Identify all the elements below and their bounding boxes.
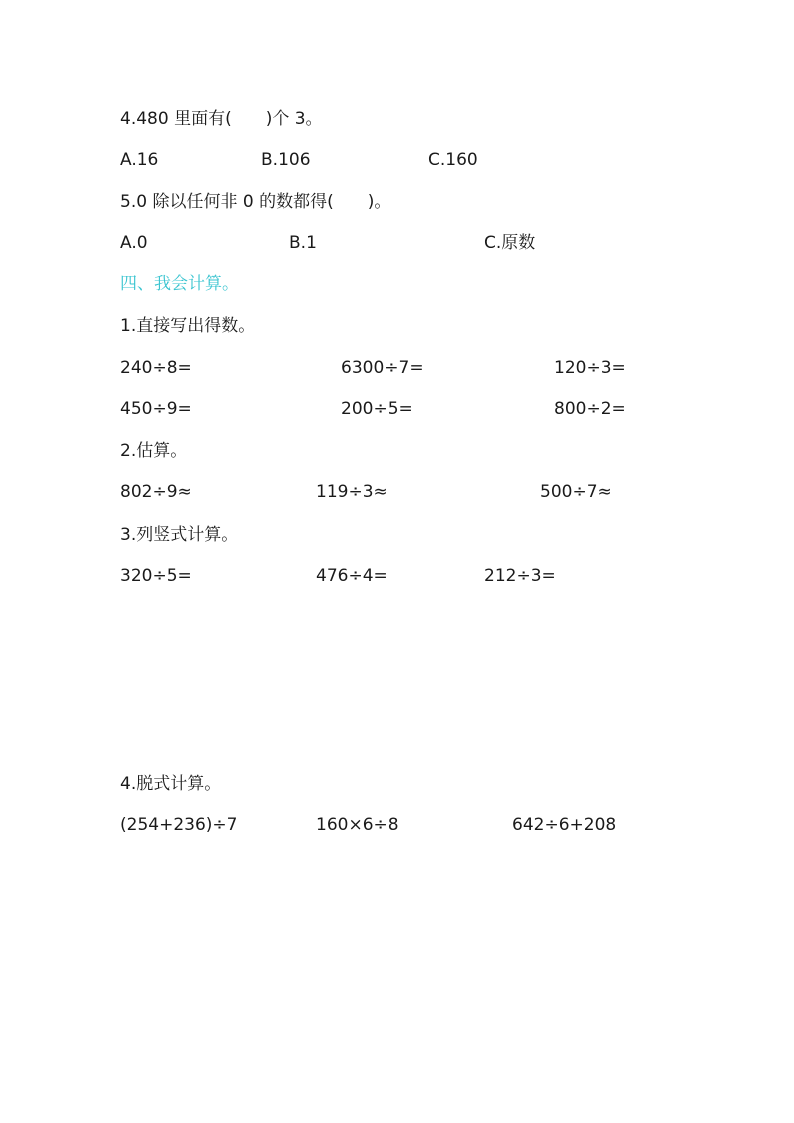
question-5-option-a: A.0	[120, 233, 148, 253]
part-4-item: (254+236)÷7	[120, 815, 238, 835]
part-3-item: 212÷3=	[484, 566, 556, 586]
part-2-item: 119÷3≈	[316, 482, 388, 502]
part-3-title: 3.列竖式计算。	[120, 525, 239, 545]
question-4-stem: 4.480 里面有( )个 3。	[120, 109, 323, 129]
question-4-option-b: B.106	[261, 150, 311, 170]
part-1-item: 450÷9=	[120, 399, 192, 419]
question-5-stem: 5.0 除以任何非 0 的数都得( )。	[120, 192, 392, 212]
part-3-item: 476÷4=	[316, 566, 388, 586]
part-1-item: 120÷3=	[554, 358, 626, 378]
part-3-item: 320÷5=	[120, 566, 192, 586]
part-4-item: 160×6÷8	[316, 815, 399, 835]
section-four-heading: 四、我会计算。	[120, 274, 239, 294]
part-1-item: 240÷8=	[120, 358, 192, 378]
part-2-item: 802÷9≈	[120, 482, 192, 502]
part-4-title: 4.脱式计算。	[120, 774, 222, 794]
part-1-item: 800÷2=	[554, 399, 626, 419]
question-4-option-c: C.160	[428, 150, 478, 170]
part-4-item: 642÷6+208	[512, 815, 617, 835]
part-1-item: 200÷5=	[341, 399, 413, 419]
part-1-title: 1.直接写出得数。	[120, 316, 256, 336]
question-5-option-b: B.1	[289, 233, 317, 253]
part-2-item: 500÷7≈	[540, 482, 612, 502]
question-5-option-c: C.原数	[484, 233, 536, 253]
part-2-title: 2.估算。	[120, 441, 188, 461]
part-1-item: 6300÷7=	[341, 358, 424, 378]
question-4-option-a: A.16	[120, 150, 159, 170]
